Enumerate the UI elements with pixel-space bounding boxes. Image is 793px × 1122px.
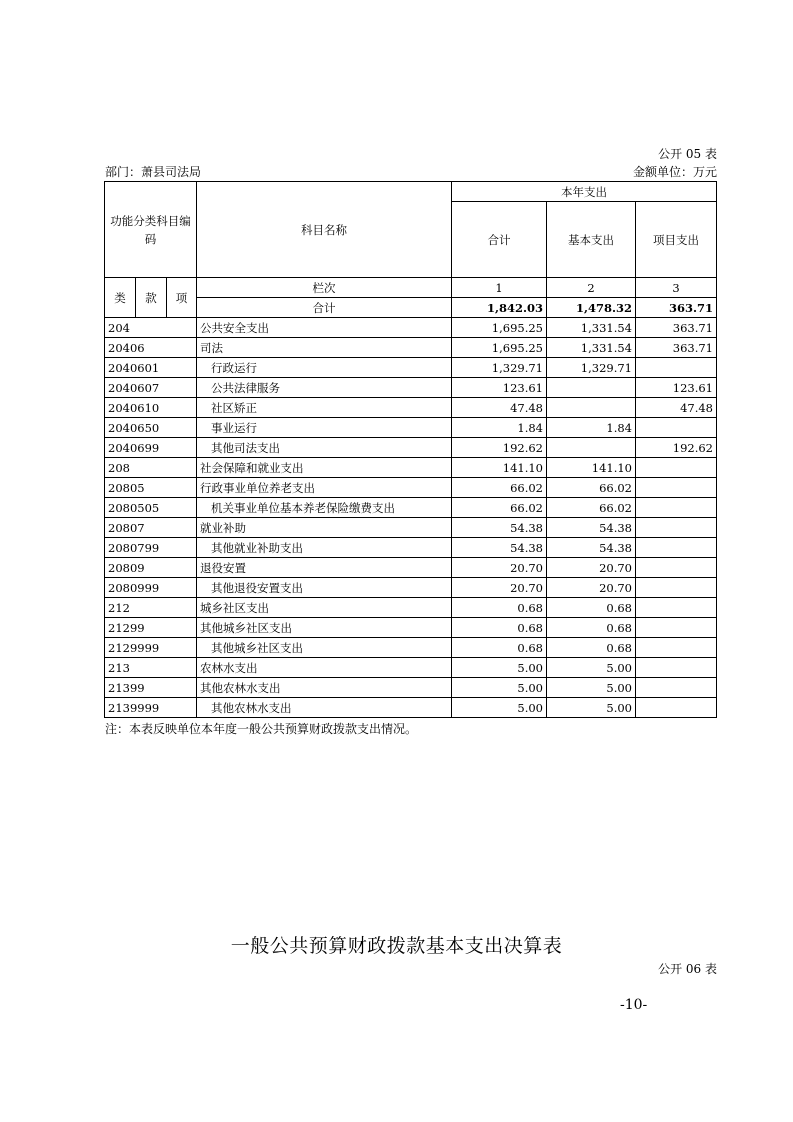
row-basic: 0.68 <box>547 598 636 618</box>
row-total: 192.62 <box>452 438 547 458</box>
row-project <box>636 558 717 578</box>
row-index-label: 栏次 <box>197 278 452 298</box>
row-name: 退役安置 <box>197 558 452 578</box>
row-name: 行政事业单位养老支出 <box>197 478 452 498</box>
row-code: 2080999 <box>105 578 197 598</box>
row-basic: 20.70 <box>547 558 636 578</box>
row-name: 其他就业补助支出 <box>197 538 452 558</box>
row-code: 2040699 <box>105 438 197 458</box>
row-name: 其他城乡社区支出 <box>197 638 452 658</box>
table-row <box>105 338 717 358</box>
row-total: 0.68 <box>452 638 547 658</box>
row-total: 20.70 <box>452 578 547 598</box>
row-project <box>636 458 717 478</box>
row-basic: 1.84 <box>547 418 636 438</box>
row-total: 54.38 <box>452 518 547 538</box>
row-project <box>636 678 717 698</box>
table-row <box>105 378 717 398</box>
row-total: 0.68 <box>452 618 547 638</box>
row-basic <box>547 378 636 398</box>
row-total: 66.02 <box>452 498 547 518</box>
table-row <box>105 578 717 598</box>
row-project <box>636 578 717 598</box>
table-row <box>105 398 717 418</box>
table-row <box>105 358 717 378</box>
row-code: 2040601 <box>105 358 197 378</box>
row-total: 5.00 <box>452 698 547 718</box>
row-name: 司法 <box>197 338 452 358</box>
next-section-title: 一般公共预算财政拨款基本支出决算表 <box>230 935 563 957</box>
row-project <box>636 598 717 618</box>
row-project <box>636 478 717 498</box>
row-project <box>636 518 717 538</box>
row-name: 公共法律服务 <box>197 378 452 398</box>
row-project <box>636 498 717 518</box>
table-row <box>105 438 717 458</box>
row-basic: 66.02 <box>547 478 636 498</box>
page-number: -10- <box>620 997 648 1013</box>
row-name: 其他司法支出 <box>197 438 452 458</box>
row-code: 2040650 <box>105 418 197 438</box>
row-code: 212 <box>105 598 197 618</box>
table-row <box>105 618 717 638</box>
row-project <box>636 618 717 638</box>
row-basic: 54.38 <box>547 518 636 538</box>
row-basic: 1,329.71 <box>547 358 636 378</box>
table-row <box>105 318 717 338</box>
row-name: 社区矫正 <box>197 398 452 418</box>
row-name: 其他城乡社区支出 <box>197 618 452 638</box>
table-row <box>105 538 717 558</box>
row-code: 20807 <box>105 518 197 538</box>
expenditure-table <box>104 181 717 718</box>
row-code: 2040607 <box>105 378 197 398</box>
row-total: 5.00 <box>452 678 547 698</box>
row-code: 2080799 <box>105 538 197 558</box>
table-row <box>105 558 717 578</box>
row-code: 204 <box>105 318 197 338</box>
row-project: 47.48 <box>636 398 717 418</box>
row-code: 2040610 <box>105 398 197 418</box>
form-code: 公开 05 表 <box>658 147 717 161</box>
row-code: 213 <box>105 658 197 678</box>
row-basic: 0.68 <box>547 618 636 638</box>
sub-xiang: 项 <box>167 278 197 318</box>
row-code: 20406 <box>105 338 197 358</box>
table-row <box>105 678 717 698</box>
row-total: 1,695.25 <box>452 318 547 338</box>
table-row <box>105 498 717 518</box>
row-project <box>636 538 717 558</box>
table-row <box>105 598 717 618</box>
row-name: 就业补助 <box>197 518 452 538</box>
row-name: 行政运行 <box>197 358 452 378</box>
row-basic: 1,331.54 <box>547 338 636 358</box>
sub-lei: 类 <box>105 278 136 318</box>
table-row <box>105 518 717 538</box>
row-code: 2080505 <box>105 498 197 518</box>
row-total-project: 363.71 <box>636 298 717 318</box>
row-basic: 20.70 <box>547 578 636 598</box>
row-name: 城乡社区支出 <box>197 598 452 618</box>
row-total: 0.68 <box>452 598 547 618</box>
row-project <box>636 358 717 378</box>
unit-label: 金额单位：万元 <box>632 165 717 179</box>
row-total: 1,329.71 <box>452 358 547 378</box>
row-name: 机关事业单位基本养老保险缴费支出 <box>197 498 452 518</box>
row-code: 2129999 <box>105 638 197 658</box>
row-project: 123.61 <box>636 378 717 398</box>
col-project: 项目支出 <box>636 202 717 278</box>
col-total: 合计 <box>452 202 547 278</box>
row-name: 农林水支出 <box>197 658 452 678</box>
row-project: 363.71 <box>636 338 717 358</box>
row-project <box>636 658 717 678</box>
col-year-group: 本年支出 <box>452 182 717 202</box>
row-index-1: 1 <box>452 278 547 298</box>
row-project <box>636 418 717 438</box>
row-basic: 5.00 <box>547 698 636 718</box>
table-row <box>105 638 717 658</box>
row-total: 20.70 <box>452 558 547 578</box>
row-index-2: 2 <box>547 278 636 298</box>
row-code: 2139999 <box>105 698 197 718</box>
row-basic: 141.10 <box>547 458 636 478</box>
row-total-total: 1,842.03 <box>452 298 547 318</box>
row-total-label: 合计 <box>197 298 452 318</box>
row-total: 66.02 <box>452 478 547 498</box>
row-total: 141.10 <box>452 458 547 478</box>
row-basic: 0.68 <box>547 638 636 658</box>
table-row <box>105 418 717 438</box>
row-total: 1.84 <box>452 418 547 438</box>
row-total-basic: 1,478.32 <box>547 298 636 318</box>
row-name: 社会保障和就业支出 <box>197 458 452 478</box>
row-basic <box>547 438 636 458</box>
row-project: 192.62 <box>636 438 717 458</box>
row-basic: 54.38 <box>547 538 636 558</box>
row-total: 5.00 <box>452 658 547 678</box>
table-note: 注：本表反映单位本年度一般公共预算财政拨款支出情况。 <box>105 722 418 736</box>
row-code: 20805 <box>105 478 197 498</box>
row-project: 363.71 <box>636 318 717 338</box>
row-project <box>636 638 717 658</box>
table-row <box>105 658 717 678</box>
row-total: 47.48 <box>452 398 547 418</box>
row-code: 21299 <box>105 618 197 638</box>
col-name: 科目名称 <box>197 182 452 278</box>
row-total: 123.61 <box>452 378 547 398</box>
row-name: 其他农林水支出 <box>197 678 452 698</box>
col-code-group: 功能分类科目编码 <box>105 182 197 278</box>
row-code: 20809 <box>105 558 197 578</box>
row-name: 其他农林水支出 <box>197 698 452 718</box>
row-total: 54.38 <box>452 538 547 558</box>
row-basic: 66.02 <box>547 498 636 518</box>
row-project <box>636 698 717 718</box>
row-basic: 1,331.54 <box>547 318 636 338</box>
row-name: 其他退役安置支出 <box>197 578 452 598</box>
table-row <box>105 458 717 478</box>
row-total: 1,695.25 <box>452 338 547 358</box>
sub-kuan: 款 <box>136 278 167 318</box>
next-form-code: 公开 06 表 <box>658 962 717 976</box>
row-code: 208 <box>105 458 197 478</box>
department-label: 部门：萧县司法局 <box>105 165 202 179</box>
table-row <box>105 698 717 718</box>
row-code: 21399 <box>105 678 197 698</box>
row-index-3: 3 <box>636 278 717 298</box>
row-basic: 5.00 <box>547 678 636 698</box>
row-basic: 5.00 <box>547 658 636 678</box>
table-row <box>105 478 717 498</box>
row-basic <box>547 398 636 418</box>
row-name: 事业运行 <box>197 418 452 438</box>
col-basic: 基本支出 <box>547 202 636 278</box>
row-name: 公共安全支出 <box>197 318 452 338</box>
